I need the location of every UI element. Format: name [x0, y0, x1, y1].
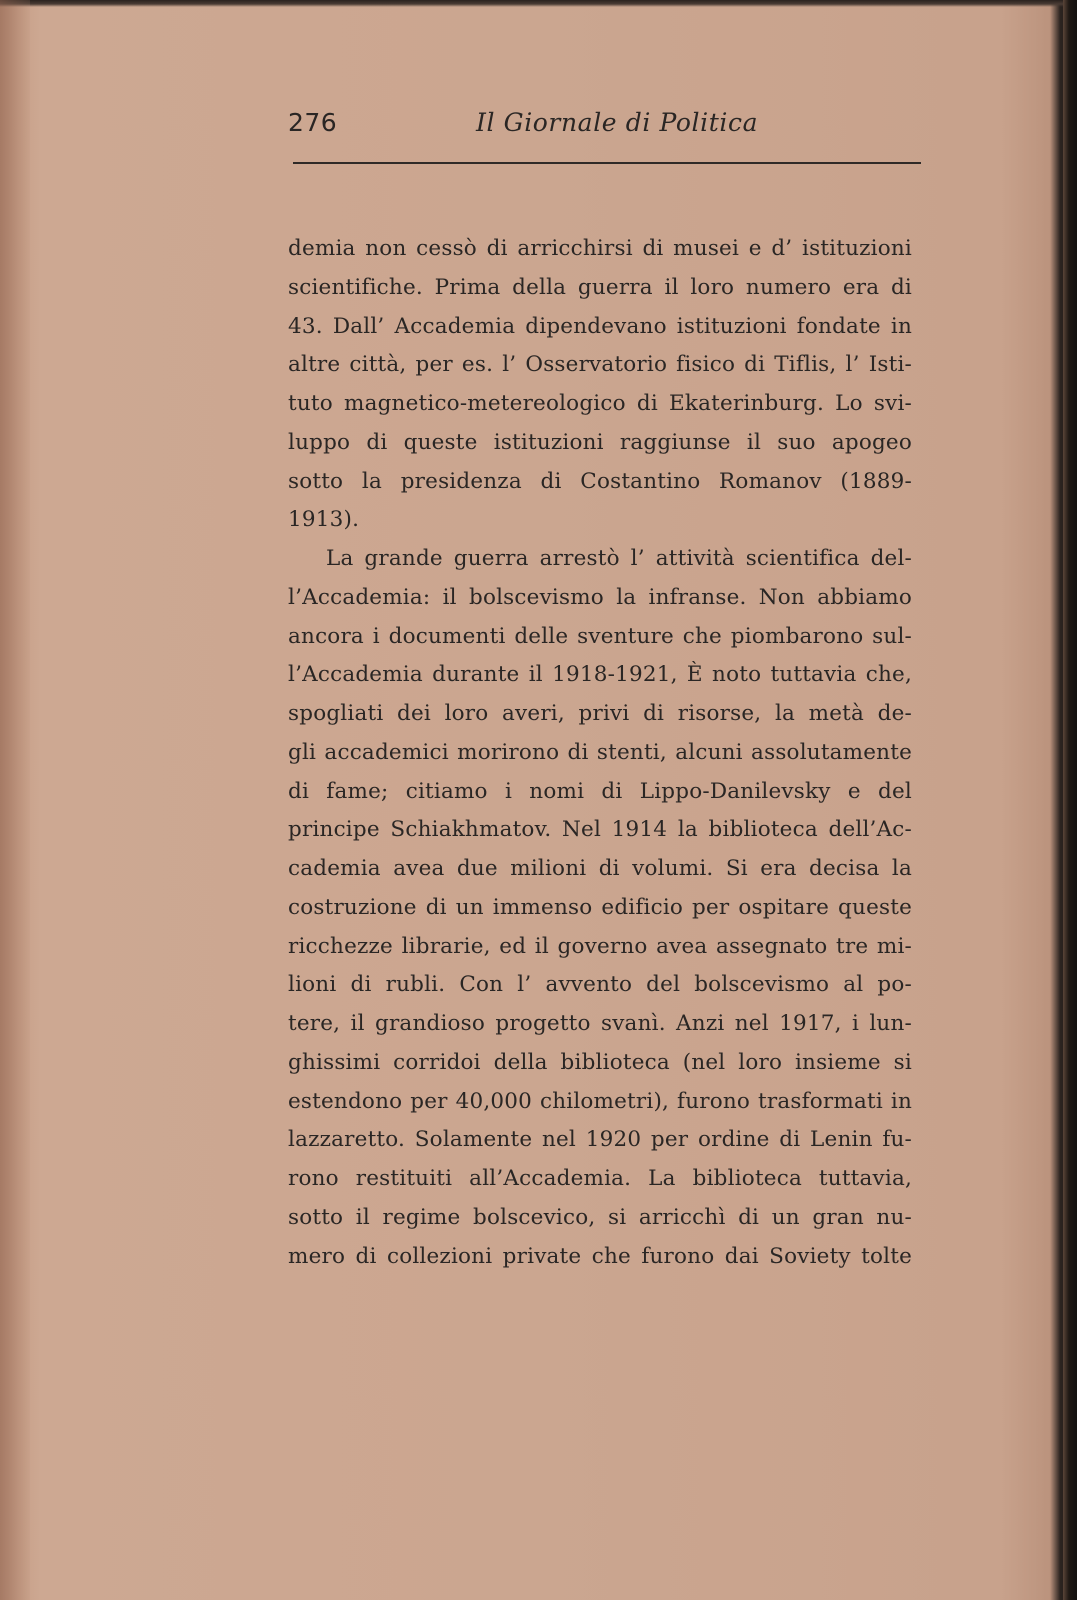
text-line: gli accademici morirono di stenti, alcuni assolutamente: [288, 739, 912, 765]
text-line: luppo di queste istituzioni raggiunse il suo apogeo: [288, 429, 912, 455]
text-line: estendono per 40,000 chilometri), furono trasformati in: [288, 1088, 912, 1114]
text-line: tuto magnetico-metereologico di Ekaterinburg. Lo svi-: [288, 391, 912, 416]
body-text: [288, 230, 912, 1276]
binding-gutter: [0, 0, 30, 1600]
text-line: 43. Dall’ Accademia dipendevano istituzioni fondate in: [288, 313, 912, 339]
text-line: mero di collezioni private che furono dai Soviety tolte: [288, 1243, 912, 1269]
page-header: [288, 104, 924, 144]
text-line: costruzione di un immenso edificio per ospitare queste: [288, 894, 912, 920]
text-line: l’Accademia durante il 1918-1921, È noto tuttavia che,: [288, 662, 912, 688]
text-line: ancora i documenti delle sventure che piombarono sul-: [288, 623, 912, 649]
text-line: principe Schiakhmatov. Nel 1914 la biblioteca dell’Ac-: [288, 817, 912, 843]
text-line: altre città, per es. l’ Osservatorio fisico di Tiflis, l’ Isti-: [288, 352, 912, 378]
page-number: 276: [288, 108, 338, 137]
text-line: di fame; citiamo i nomi di Lippo-Danilevsky e del: [288, 778, 912, 804]
text-line: tere, il grandioso progetto svanì. Anzi nel 1917, i lun-: [288, 1011, 912, 1036]
text-line: cademia avea due milioni di volumi. Si era decisa la: [288, 856, 912, 881]
text-line: ghissimi corridoi della biblioteca (nel loro insieme si: [288, 1049, 912, 1075]
header-rule: [293, 162, 921, 164]
text-line: sotto la presidenza di Costantino Romanov (1889-: [288, 468, 912, 494]
running-title: Il Giornale di Politica: [476, 108, 759, 137]
text-line: spogliati dei loro averi, privi di risorse, la metà de-: [288, 701, 912, 726]
text-line: lioni di rubli. Con l’ avvento del bolscevismo al po-: [288, 972, 912, 998]
text-line: rono restituiti all’Accademia. La biblioteca tuttavia,: [288, 1166, 912, 1191]
text-line: ricchezze librarie, ed il governo avea assegnato tre mi-: [288, 933, 912, 959]
text-line: lazzaretto. Solamente nel 1920 per ordine di Lenin fu-: [288, 1127, 912, 1153]
page-right-edge: [1063, 0, 1077, 1600]
text-line: demia non cessò di arricchirsi di musei e d’ istituzioni: [288, 236, 912, 261]
text-line: La grande guerra arrestò l’ attività scientifica del-: [326, 546, 912, 571]
text-line: 1913).: [288, 507, 360, 533]
text-line: scientifiche. Prima della guerra il loro numero era di: [288, 274, 912, 300]
page-top-edge: [0, 0, 1077, 7]
text-line: sotto il regime bolscevico, si arricchì di un gran nu-: [288, 1204, 912, 1230]
text-line: l’Accademia: il bolscevismo la infranse. Non abbiamo: [288, 584, 912, 610]
